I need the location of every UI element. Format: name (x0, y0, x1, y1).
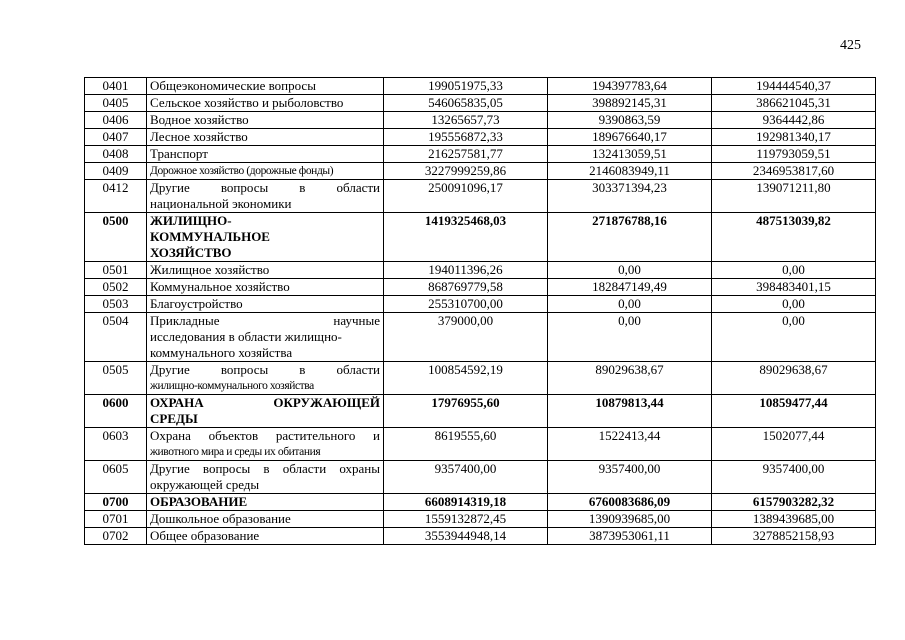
section-name (147, 112, 384, 129)
amount-col-3: 1389439685,00 (712, 511, 876, 528)
table-row (85, 112, 876, 129)
section-name (147, 95, 384, 112)
section-name-line: Коммунальное хозяйство (150, 279, 290, 294)
amount-col-3: 0,00 (712, 313, 876, 362)
table-row (85, 428, 876, 461)
amount-col-1: 13265657,73 (384, 112, 548, 129)
amount-col-2: 9357400,00 (548, 461, 712, 494)
section-code: 0605 (85, 461, 147, 494)
section-name-line: Охрана объектов растительного и (150, 428, 380, 443)
amount-col-1: 216257581,77 (384, 146, 548, 163)
table-row (85, 313, 876, 362)
amount-col-3: 6157903282,32 (712, 494, 876, 511)
section-name (147, 362, 384, 395)
section-name-line: коммунального хозяйства (150, 345, 293, 360)
section-code: 0406 (85, 112, 147, 129)
section-code: 0600 (85, 395, 147, 428)
amount-col-1: 546065835,05 (384, 95, 548, 112)
section-name (147, 428, 384, 461)
section-name-line: Другие вопросы в области (150, 180, 380, 195)
section-name-line: Общее образование (150, 528, 260, 543)
amount-col-1: 3553944948,14 (384, 528, 548, 545)
table-row (85, 296, 876, 313)
section-name (147, 180, 384, 213)
section-code: 0504 (85, 313, 147, 362)
amount-col-1: 100854592,19 (384, 362, 548, 395)
section-code: 0408 (85, 146, 147, 163)
amount-col-2: 398892145,31 (548, 95, 712, 112)
amount-col-3: 3278852158,93 (712, 528, 876, 545)
amount-col-2: 271876788,16 (548, 213, 712, 262)
section-name-line: Дошкольное образование (150, 511, 291, 526)
section-code: 0501 (85, 262, 147, 279)
amount-col-3: 9357400,00 (712, 461, 876, 494)
amount-col-3: 0,00 (712, 262, 876, 279)
section-code: 0407 (85, 129, 147, 146)
amount-col-1: 250091096,17 (384, 180, 548, 213)
amount-col-2: 10879813,44 (548, 395, 712, 428)
table-row (85, 146, 876, 163)
amount-col-1: 379000,00 (384, 313, 548, 362)
table-row (85, 95, 876, 112)
amount-col-2: 303371394,23 (548, 180, 712, 213)
section-code: 0603 (85, 428, 147, 461)
section-name (147, 296, 384, 313)
section-code: 0405 (85, 95, 147, 112)
amount-col-2: 1522413,44 (548, 428, 712, 461)
amount-col-1: 1559132872,45 (384, 511, 548, 528)
amount-col-3: 0,00 (712, 296, 876, 313)
section-name-line: жилищно-коммунального хозяйства (150, 380, 314, 392)
amount-col-1: 255310700,00 (384, 296, 548, 313)
amount-col-3: 10859477,44 (712, 395, 876, 428)
section-name-line: Жилищное хозяйство (150, 262, 270, 277)
section-name (147, 511, 384, 528)
amount-col-1: 6608914319,18 (384, 494, 548, 511)
table-row (85, 362, 876, 395)
section-name-line: ЖИЛИЩНО- (150, 213, 232, 228)
table-row (85, 78, 876, 95)
table-row (85, 395, 876, 428)
section-name-line: животного мира и среды их обитания (150, 446, 321, 458)
section-name-line: исследования в области жилищно- (150, 329, 342, 344)
amount-col-2: 132413059,51 (548, 146, 712, 163)
amount-col-3: 9364442,86 (712, 112, 876, 129)
amount-col-1: 868769779,58 (384, 279, 548, 296)
amount-col-3: 2346953817,60 (712, 163, 876, 180)
section-code: 0409 (85, 163, 147, 180)
section-name (147, 461, 384, 494)
table-row (85, 129, 876, 146)
amount-col-2: 1390939685,00 (548, 511, 712, 528)
amount-col-2: 182847149,49 (548, 279, 712, 296)
amount-col-2: 9390863,59 (548, 112, 712, 129)
amount-col-2: 194397783,64 (548, 78, 712, 95)
section-name (147, 279, 384, 296)
section-name-line: Другие вопросы в области охраны (150, 461, 380, 476)
table-row (85, 213, 876, 262)
amount-col-1: 9357400,00 (384, 461, 548, 494)
section-name-line: Лесное хозяйство (150, 129, 248, 144)
table-row (85, 494, 876, 511)
amount-col-1: 199051975,33 (384, 78, 548, 95)
amount-col-2: 89029638,67 (548, 362, 712, 395)
section-code: 0505 (85, 362, 147, 395)
amount-col-1: 8619555,60 (384, 428, 548, 461)
section-name-line: Общеэкономические вопросы (150, 78, 316, 93)
amount-col-3: 194444540,37 (712, 78, 876, 95)
table-row (85, 163, 876, 180)
section-code: 0401 (85, 78, 147, 95)
section-name (147, 78, 384, 95)
table-row (85, 528, 876, 545)
amount-col-1: 1419325468,03 (384, 213, 548, 262)
amount-col-2: 189676640,17 (548, 129, 712, 146)
amount-col-3: 89029638,67 (712, 362, 876, 395)
section-code: 0500 (85, 213, 147, 262)
amount-col-2: 0,00 (548, 296, 712, 313)
section-name-line: Дорожное хозяйство (дорожные фонды) (150, 165, 334, 177)
table-row (85, 279, 876, 296)
section-name-line: Транспорт (150, 146, 208, 161)
amount-col-3: 192981340,17 (712, 129, 876, 146)
section-name (147, 313, 384, 362)
amount-col-2: 0,00 (548, 313, 712, 362)
budget-table-body (85, 78, 876, 545)
amount-col-3: 386621045,31 (712, 95, 876, 112)
amount-col-1: 194011396,26 (384, 262, 548, 279)
section-name (147, 528, 384, 545)
section-name-line: Сельское хозяйство и рыболовство (150, 95, 344, 110)
section-name-line: Водное хозяйство (150, 112, 249, 127)
section-code: 0702 (85, 528, 147, 545)
budget-table (84, 77, 876, 545)
amount-col-2: 3873953061,11 (548, 528, 712, 545)
table-row (85, 461, 876, 494)
section-name (147, 494, 384, 511)
section-code: 0701 (85, 511, 147, 528)
amount-col-1: 195556872,33 (384, 129, 548, 146)
section-name-line: окружающей среды (150, 477, 260, 492)
section-name (147, 146, 384, 163)
section-name-line: ОБРАЗОВАНИЕ (150, 494, 248, 509)
amount-col-2: 0,00 (548, 262, 712, 279)
section-name-line: национальной экономики (150, 196, 292, 211)
section-name (147, 262, 384, 279)
section-name-line: ОХРАНА ОКРУЖАЮЩЕЙ (150, 395, 380, 410)
amount-col-3: 119793059,51 (712, 146, 876, 163)
amount-col-2: 2146083949,11 (548, 163, 712, 180)
amount-col-1: 3227999259,86 (384, 163, 548, 180)
section-code: 0503 (85, 296, 147, 313)
section-name-line: ХОЗЯЙСТВО (150, 245, 232, 260)
table-row (85, 262, 876, 279)
page-number: 425 (840, 38, 861, 53)
table-row (85, 180, 876, 213)
section-name (147, 163, 384, 180)
section-name (147, 213, 384, 262)
amount-col-1: 17976955,60 (384, 395, 548, 428)
section-code: 0502 (85, 279, 147, 296)
amount-col-3: 487513039,82 (712, 213, 876, 262)
section-code: 0700 (85, 494, 147, 511)
section-name-line: Прикладные научные (150, 313, 380, 328)
amount-col-3: 398483401,15 (712, 279, 876, 296)
section-name-line: СРЕДЫ (150, 411, 198, 426)
amount-col-3: 1502077,44 (712, 428, 876, 461)
section-name (147, 395, 384, 428)
section-name (147, 129, 384, 146)
amount-col-3: 139071211,80 (712, 180, 876, 213)
section-code: 0412 (85, 180, 147, 213)
section-name-line: Другие вопросы в области (150, 362, 380, 377)
amount-col-2: 6760083686,09 (548, 494, 712, 511)
section-name-line: КОММУНАЛЬНОЕ (150, 229, 270, 244)
section-name-line: Благоустройство (150, 296, 243, 311)
table-row (85, 511, 876, 528)
